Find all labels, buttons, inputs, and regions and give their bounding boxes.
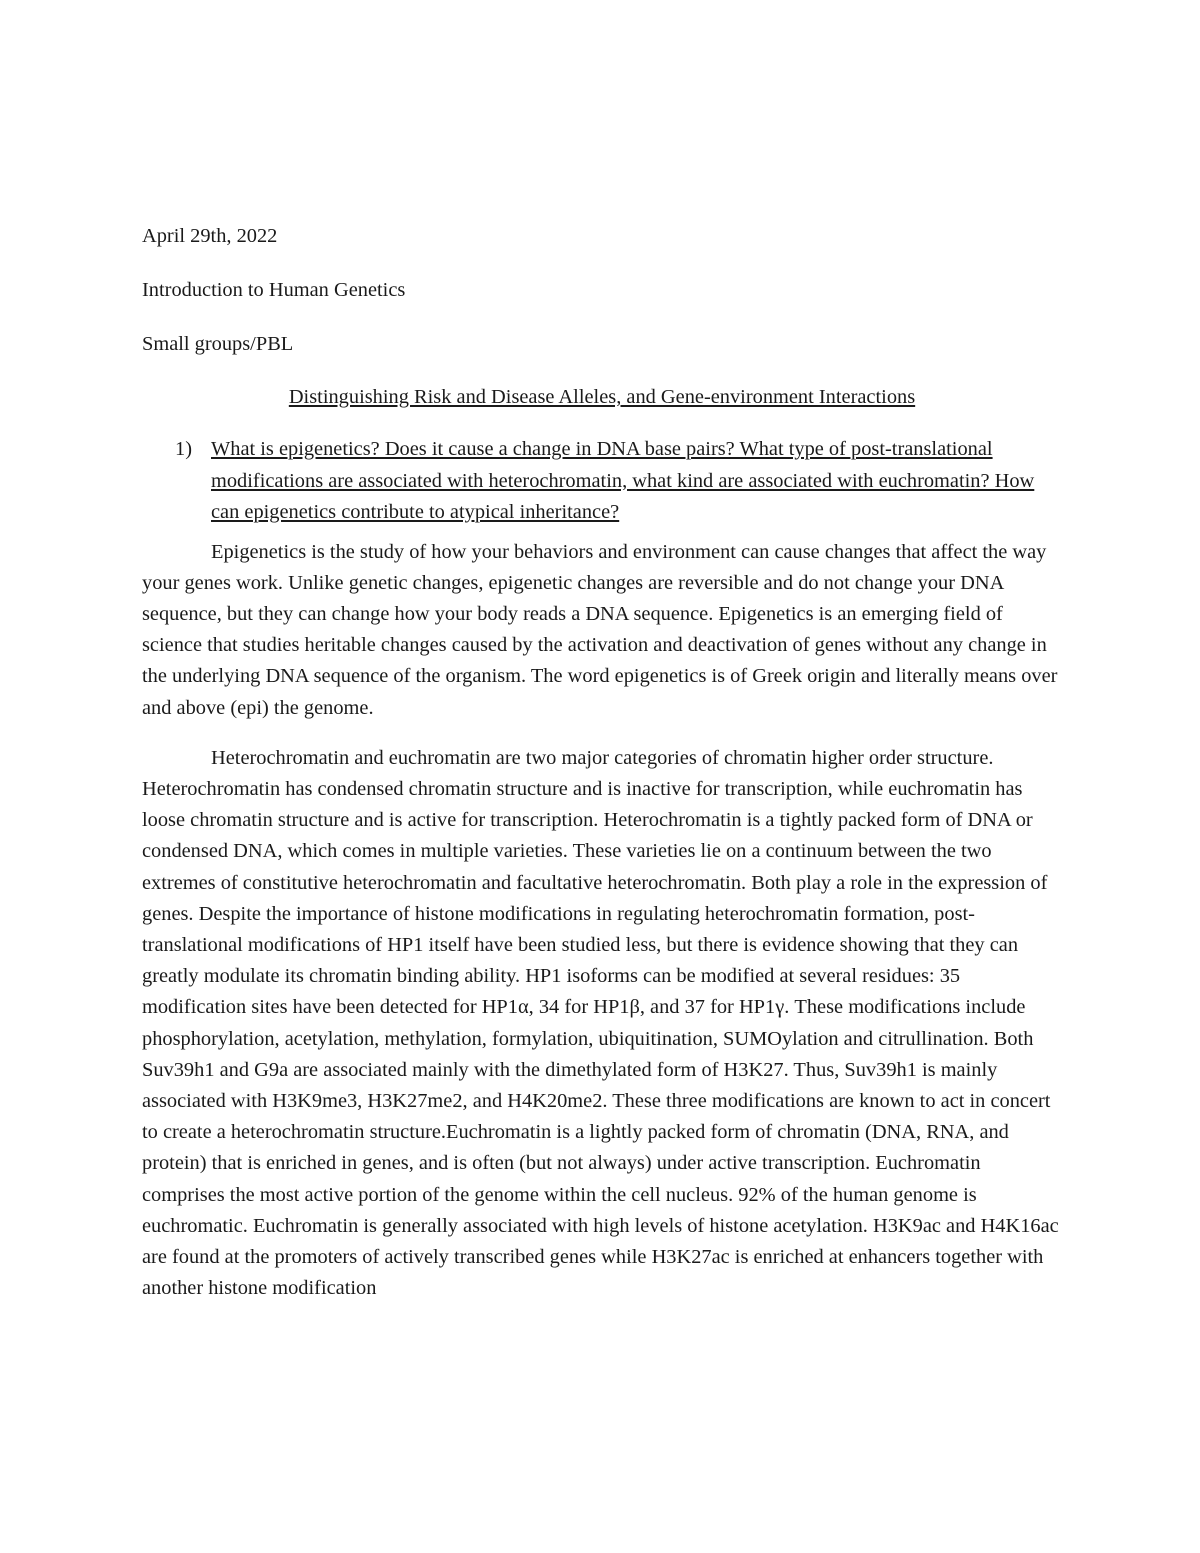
question-number: 1): [175, 438, 192, 460]
paragraph-chromatin: Heterochromatin and euchromatin are two major categories of chromatin higher order structure. Heterochromatin has condensed chromatin structure and is inactive for transcription, while euchromatin has loose chromatin structure and is active for transcription. Heterochromatin is a tightly packed form of DNA or condensed DNA, which comes in multiple varieties. These varieties lie on a continuum between the two extremes of constitutive heterochromatin and facultative heterochromatin. Both play a role in the expression of genes. Despite the importance of histone modifications in regulating heterochromatin formation, post-translational modifications of HP1 itself have been studied less, but there is evidence showing that they can greatly modulate its chromatin binding ability. HP1 isoforms can be modified at several residues: 35 modification sites have been detected for HP1α, 34 for HP1β, and 37 for HP1γ. These modifications include phosphorylation, acetylation, methylation, formylation, ubiquitination, SUMOylation and citrullination. Both Suv39h1 and G9a are associated mainly with the dimethylated form of H3K27. Thus, Suv39h1 is mainly associated with H3K9me3, H3K27me2, and H4K20me2. These three modifications are known to act in concert to create a heterochromatin structure.Euchromatin is a lightly packed form of chromatin (DNA, RNA, and protein) that is enriched in genes, and is often (but not always) under active transcription. Euchromatin comprises the most active portion of the genome within the cell nucleus. 92% of the human genome is euchromatic. Euchromatin is generally associated with high levels of histone acetylation. H3K9ac and H4K16ac are found at the promoters of actively transcribed genes while H3K27ac is enriched at enhancers together with another histone modification: [142, 746, 1059, 1300]
document-title: Distinguishing Risk and Disease Alleles, and Gene-environment Interactions: [288, 386, 916, 408]
document-date: April 29th, 2022: [142, 225, 278, 247]
paragraph-epigenetics: Epigenetics is the study of how your behaviors and environment can cause changes that affect the way your genes work. Unlike genetic changes, epigenetic changes are reversible and do not change your DNA sequence, but they can change how your body reads a DNA sequence. Epigenetics is an emerging field of science that studies heritable changes caused by the activation and deactivation of genes without any change in the underlying DNA sequence of the organism. The word epigenetics is of Greek origin and literally means over and above (epi) the genome.: [142, 540, 1058, 719]
section-name: Small groups/PBL: [142, 333, 294, 355]
question-text: What is epigenetics? Does it cause a change in DNA base pairs? What type of post-translational modifications are associated with heterochromatin, what kind are associated with euchromatin? How can epigenetics contribute to atypical inheritance?: [211, 438, 1035, 523]
question-item: [142, 434, 1062, 529]
document-page: [142, 220, 1062, 1304]
course-name: Introduction to Human Genetics: [142, 279, 406, 301]
